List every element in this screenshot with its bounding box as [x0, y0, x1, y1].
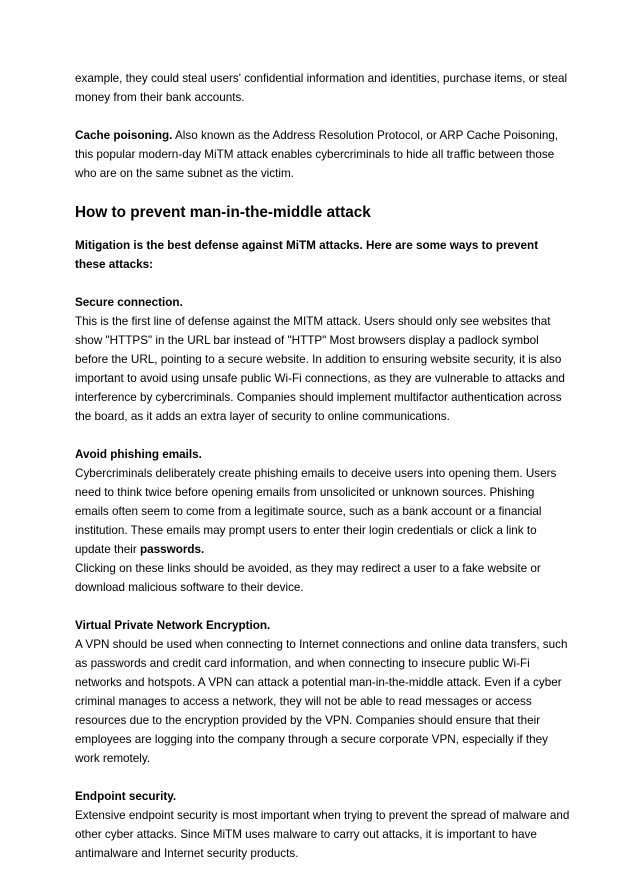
cache-poisoning-text: Also known as the Address Resolution Protocol, or ARP Cache Poisoning, this popular modern-day MiTM attack enables cybercriminals to hide all traffic between those who are on the same subnet as the victim. [75, 129, 559, 180]
document-page [75, 69, 570, 882]
section-body: This is the first line of defense against the MITM attack. Users should only see websites that show "HTTPS" in the URL bar instead of "HTTP" Most browsers display a padlock symbol before the URL, pointing to a secure website. In addition to ensuring website security, it is also important to avoid using unsafe public Wi-Fi connections, as they are vulnerable to attacks and interference by cybercriminals. Companies should implement multifactor authentication across the board, as it adds an extra layer of security to online communications. [75, 315, 565, 423]
cache-poisoning-label: Cache poisoning. [75, 129, 173, 142]
intro-paragraph: example, they could steal users' confidential information and identities, purchase items, or steal money from their bank accounts. [75, 72, 568, 104]
section-body: Extensive endpoint security is most important when trying to prevent the spread of malware and other cyber attacks. Since MiTM uses malware to carry out attacks, it is important to have antimalware and Internet security products. [75, 809, 570, 860]
section-avoid-phishing [75, 445, 570, 597]
section-heading: How to prevent man-in-the-middle attack [75, 204, 371, 221]
section-endpoint-security [75, 787, 570, 863]
section-vpn-encryption [75, 616, 570, 768]
section-title: Secure connection. [75, 296, 183, 309]
section-title: Endpoint security. [75, 790, 177, 803]
mitigation-paragraph: Mitigation is the best defense against MiTM attacks. Here are some ways to prevent these attacks: [75, 239, 539, 271]
section-body-text: Cybercriminals deliberately create phishing emails to deceive users into opening them. Users need to think twice before opening emails from unsolicited or unknown sources. Phishing emails often seem to come from a legitimate source, such as a bank account or a financial institution. These emails may prompt users to enter their login credentials or click a link to update their [75, 467, 557, 556]
section-body-continued: Clicking on these links should be avoided, as they may redirect a user to a fake website or download malicious software to their device. [75, 562, 541, 594]
section-body-bold: passwords. [139, 543, 205, 556]
section-title: Virtual Private Network Encryption. [75, 619, 271, 632]
cache-poisoning-paragraph [75, 126, 570, 183]
section-body [75, 464, 570, 559]
section-secure-connection [75, 293, 570, 426]
section-body: A VPN should be used when connecting to Internet connections and online data transfers, such as passwords and credit card information, and when connecting to insecure public Wi-Fi networks and hotspots. A VPN can attack a potential man-in-the-middle attack. Even if a cyber criminal manages to access a network, they will not be able to read messages or access resources due to the encryption provided by the VPN. Companies should ensure that their employees are logging into the company through a secure corporate VPN, especially if they work remotely. [75, 638, 568, 765]
section-title: Avoid phishing emails. [75, 448, 202, 461]
